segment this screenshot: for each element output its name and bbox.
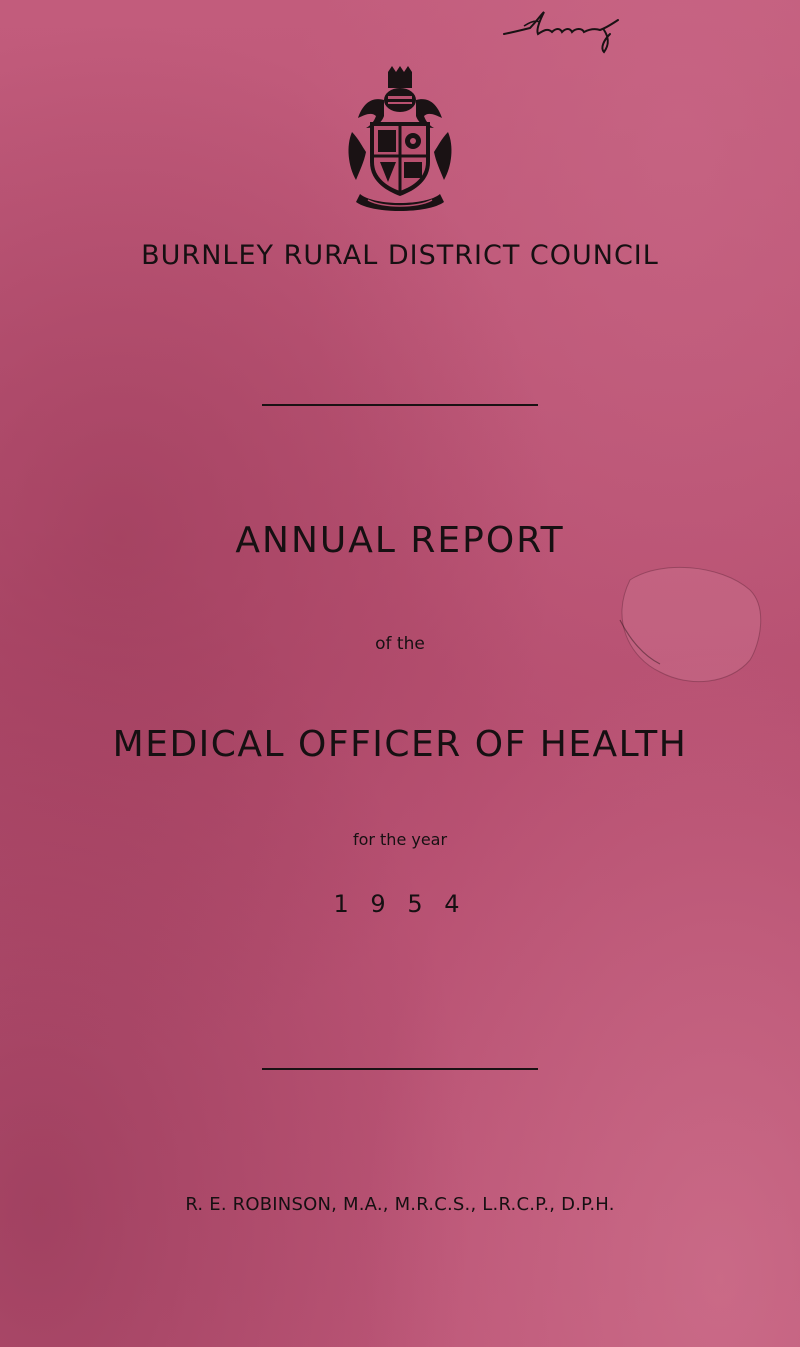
year-label: for the year bbox=[352, 830, 448, 849]
author-name: R. E. ROBINSON, M.A., M.R.C.S., L.R.C.P., D.P.H. bbox=[185, 1194, 615, 1215]
report-year: 1 9 5 4 bbox=[333, 890, 467, 918]
coat-of-arms-crest bbox=[340, 66, 460, 214]
council-name: BURNLEY RURAL DISTRICT COUNCIL bbox=[141, 240, 659, 271]
top-rule bbox=[262, 404, 538, 406]
officer-title: MEDICAL OFFICER OF HEALTH bbox=[112, 724, 688, 765]
paper-stain bbox=[600, 560, 770, 690]
bottom-rule bbox=[262, 1068, 538, 1070]
connector-text: of the bbox=[375, 634, 425, 654]
report-title: ANNUAL REPORT bbox=[235, 520, 565, 561]
handwritten-signature bbox=[500, 8, 630, 58]
